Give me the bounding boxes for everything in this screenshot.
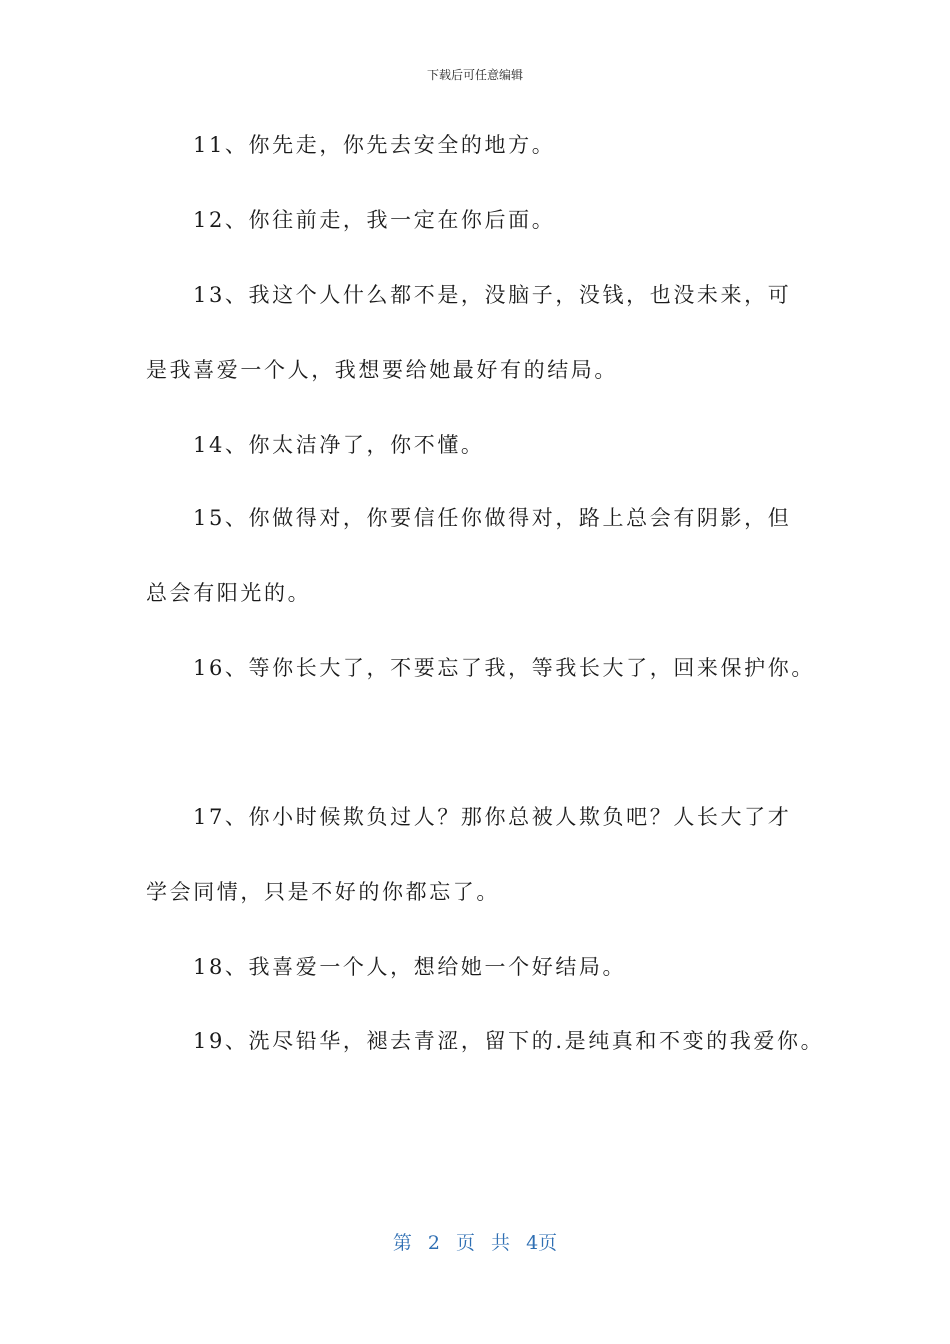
page-header: 下载后可任意编辑 [426, 68, 523, 82]
text-line: 是我喜爱一个人，我想要给她最好有的结局。 [146, 358, 618, 382]
text-line: 15、你做得对，你要信任你做得对，路上总会有阴影，但 [193, 506, 792, 530]
text-line: 12、你往前走，我一定在你后面。 [193, 208, 556, 232]
page-footer: 第 2 页 共 4页 [392, 1232, 558, 1254]
text-line: 16、等你长大了，不要忘了我，等我长大了，回来保护你。 [193, 656, 815, 680]
text-line: 13、我这个人什么都不是，没脑子，没钱，也没未来，可 [193, 283, 792, 307]
text-line: 11、你先走，你先去安全的地方。 [193, 133, 556, 157]
text-line: 17、你小时候欺负过人？那你总被人欺负吧？人长大了才 [193, 805, 792, 829]
text-line: 14、你太洁净了，你不懂。 [193, 433, 485, 457]
text-line: 19、洗尽铅华，褪去青涩，留下的.是纯真和不变的我爱你。 [193, 1029, 825, 1053]
text-line: 学会同情，只是不好的你都忘了。 [146, 880, 500, 904]
text-line: 18、我喜爱一个人，想给她一个好结局。 [193, 955, 627, 979]
text-line: 总会有阳光的。 [146, 581, 312, 605]
